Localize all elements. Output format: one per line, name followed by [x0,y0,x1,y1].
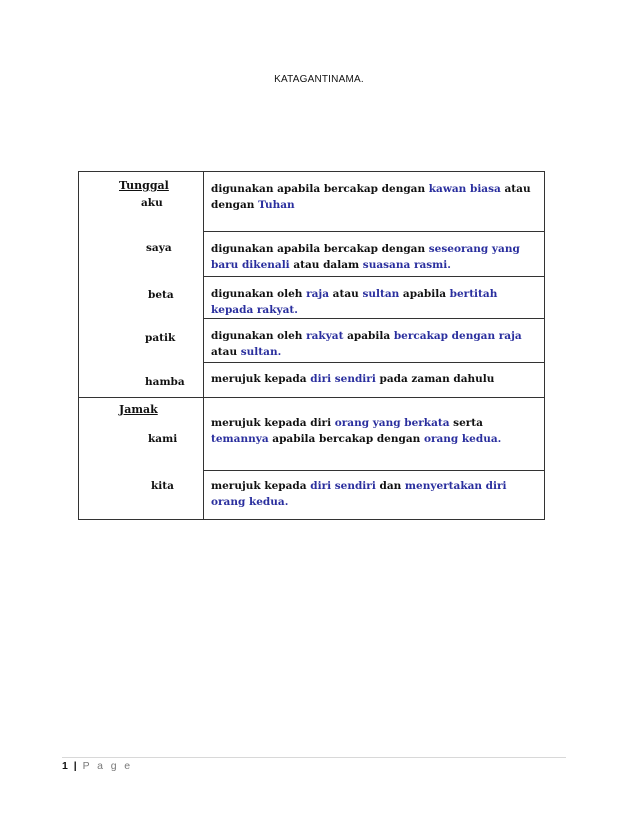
highlighted-phrase: kawan biasa [428,183,501,195]
highlighted-phrase: seseorang yang baru dikenali [211,243,520,271]
description-text: digunakan oleh [211,330,307,342]
page-footer [62,760,133,772]
description-text: atau dalam [289,259,363,271]
description-saya [204,232,544,277]
pronoun-beta: beta [148,289,174,301]
description-text: pada zaman dahulu [375,373,495,385]
highlighted-phrase: orang kedua. [423,433,502,445]
pronoun-aku: aku [141,197,163,209]
description-beta [204,277,544,319]
description-text: dan [375,480,405,492]
pronoun-hamba: hamba [145,376,185,388]
highlighted-phrase: Tuhan [258,199,295,211]
description-text: merujuk kepada [211,373,311,385]
description-text: apabila [399,288,450,300]
description-kami [204,398,544,471]
pronoun-saya: saya [146,242,172,254]
description-text: apabila [343,330,394,342]
footer-separator: | [73,760,77,772]
page-label: P a g e [82,760,133,772]
highlighted-phrase: bercakap dengan raja [393,330,522,342]
description-text: serta [449,417,483,429]
jamak-pronoun-cell [79,398,204,520]
highlighted-phrase: raja [306,288,330,300]
tunggal-pronoun-cell [79,172,204,398]
page-number: 1 [62,760,68,772]
group-label-jamak: Jamak [119,403,158,416]
highlighted-phrase: sultan. [240,346,282,358]
pronoun-kami: kami [148,433,178,445]
description-text: atau dengan [211,183,531,211]
highlighted-phrase: rakyat [306,330,344,342]
description-patik [204,319,544,363]
highlighted-phrase: sultan [362,288,400,300]
pronoun-patik: patik [145,332,176,344]
description-text: atau [329,288,363,300]
highlighted-phrase: temannya [211,433,269,445]
description-text: digunakan apabila bercakap dengan [211,183,429,195]
description-aku [204,172,544,232]
description-text: merujuk kepada [211,480,311,492]
pronoun-kita: kita [151,480,174,492]
group-label-tunggal: Tunggal [119,179,169,192]
description-kita [204,471,544,519]
description-text: atau [211,346,241,358]
highlighted-phrase: diri sendiri [310,480,376,492]
page-title: KATAGANTINAMA. [274,74,364,85]
description-text: merujuk kepada diri [211,417,335,429]
highlighted-phrase: suasana rasmi. [362,259,451,271]
highlighted-phrase: orang yang berkata [334,417,450,429]
description-hamba [204,363,544,397]
pronoun-table [78,171,545,520]
highlighted-phrase: bertitah kepada rakyat. [211,288,498,316]
jamak-description-cell [204,398,545,520]
highlighted-phrase: menyertakan diri orang kedua. [211,480,507,508]
description-text: apabila bercakap dengan [268,433,424,445]
description-text: digunakan oleh [211,288,307,300]
footer-divider [62,757,566,758]
tunggal-description-cell [204,172,545,398]
description-text: digunakan apabila bercakap dengan [211,243,429,255]
highlighted-phrase: diri sendiri [310,373,376,385]
